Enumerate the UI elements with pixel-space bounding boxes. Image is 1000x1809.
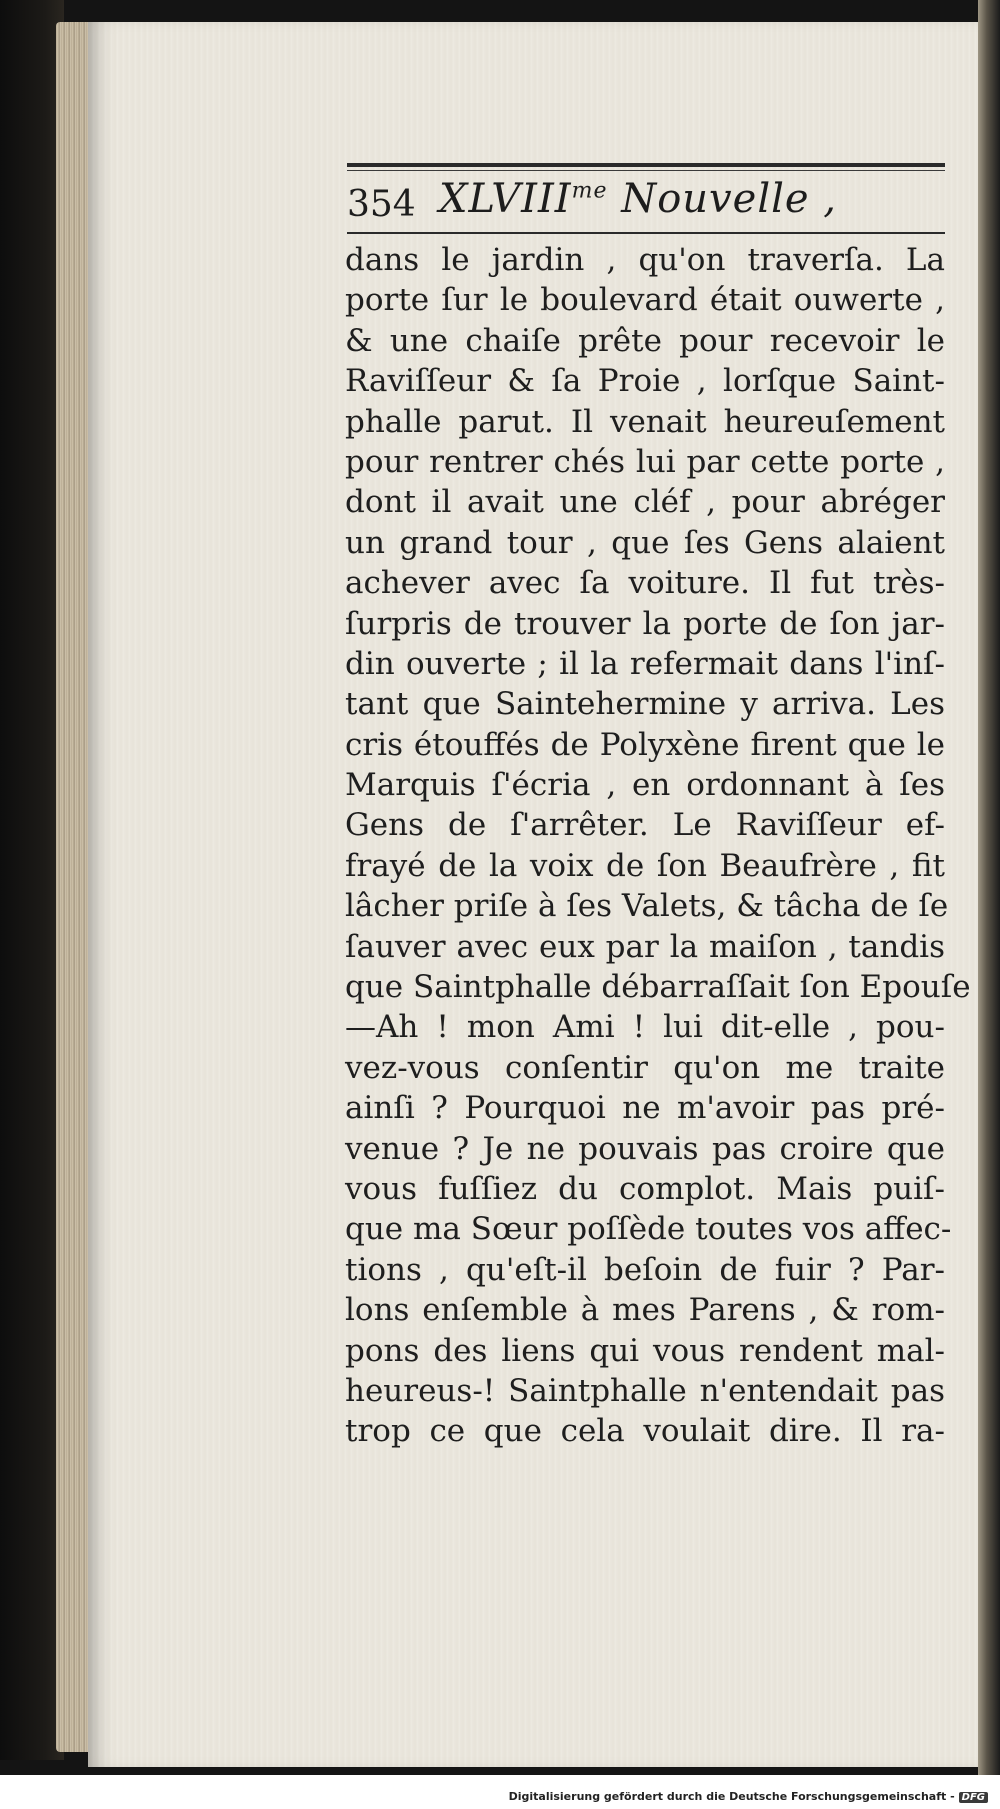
text-line: lons enſemble à mes Parens , & rom- bbox=[345, 1292, 945, 1329]
text-line: Gens de ſ'arrêter. Le Raviſſeur ef- bbox=[345, 807, 945, 844]
top-rule bbox=[347, 163, 945, 167]
text-line: tant que Saintehermine y arriva. Les bbox=[345, 686, 945, 723]
page-right-edge bbox=[978, 0, 1000, 1775]
text-line: porte ſur le boulevard était ouwerte , bbox=[345, 282, 945, 319]
text-line: que Saintphalle débarraſſait ſon Epouſe bbox=[345, 969, 971, 1006]
text-line: pons des liens qui vous rendent mal- bbox=[345, 1332, 945, 1369]
text-line: Raviſſeur & ſa Proie , lorſque Saint- bbox=[345, 363, 945, 400]
text-line: din ouverte ; il la refermait dans l'inſ- bbox=[345, 645, 945, 682]
text-line: frayé de la voix de ſon Beaufrère , fit bbox=[345, 847, 945, 884]
text-line: ainſi ? Pourquoi ne m'avoir pas pré- bbox=[345, 1090, 945, 1127]
text-line: vous fuſſiez du complot. Mais puiſ- bbox=[345, 1170, 945, 1207]
text-line: que ma Sœur poſſède toutes vos affec- bbox=[345, 1211, 952, 1248]
text-line: heureus-! Saintphalle n'entendait pas bbox=[345, 1372, 945, 1409]
text-line: ſurpris de trouver la porte de ſon jar- bbox=[345, 605, 945, 642]
text-line: lâcher priſe à ſes Valets, & tâcha de ſe bbox=[345, 888, 949, 925]
text-line: & une chaiſe prête pour recevoir le bbox=[345, 322, 945, 359]
text-line: cris étouffés de Polyxène firent que le bbox=[345, 726, 945, 763]
text-line: trop ce que cela voulait dire. Il ra- bbox=[345, 1413, 945, 1450]
text-line: Marquis ſ'écria , en ordonnant à ſes bbox=[345, 767, 945, 804]
book-spine bbox=[0, 0, 64, 1760]
text-line: achever avec ſa voiture. Il fut très- bbox=[345, 565, 945, 602]
text-line: tions , qu'eſt-il beſoin de fuir ? Par- bbox=[345, 1251, 945, 1288]
text-line: dont il avait une cléf , pour abréger bbox=[345, 484, 945, 521]
running-head-numeral: XLVIII bbox=[439, 176, 572, 222]
text-line: vez-vous conſentir qu'on me traite bbox=[345, 1049, 945, 1086]
running-head bbox=[347, 176, 945, 234]
text-line: pour rentrer chés lui par cette porte , bbox=[345, 443, 945, 480]
text-line: un grand tour , que ſes Gens alaient bbox=[345, 524, 945, 561]
running-head-section: Nouvelle , bbox=[621, 176, 838, 222]
digitization-credit bbox=[509, 1790, 988, 1803]
header-rule bbox=[347, 232, 945, 234]
text-line: dans le jardin , qu'on traverſa. La bbox=[345, 242, 945, 278]
dfg-logo: DFG bbox=[959, 1792, 988, 1803]
page-number: 354 bbox=[347, 184, 416, 225]
text-line: —Ah ! mon Ami ! lui dit-elle , pou- bbox=[345, 1009, 945, 1046]
running-head-title bbox=[439, 176, 837, 222]
body-text bbox=[345, 240, 971, 1452]
text-line: phalle parut. Il venait heureuſement bbox=[345, 403, 945, 440]
top-rule-thin bbox=[347, 170, 945, 171]
credit-text: Digitalisierung gefördert durch die Deutsche Forschungsgemeinschaft - bbox=[508, 1790, 955, 1803]
text-line: venue ? Je ne pouvais pas croire que bbox=[345, 1130, 945, 1167]
running-head-suffix: me bbox=[571, 178, 608, 204]
text-line: ſauver avec eux par la maiſon , tandis bbox=[345, 928, 945, 965]
